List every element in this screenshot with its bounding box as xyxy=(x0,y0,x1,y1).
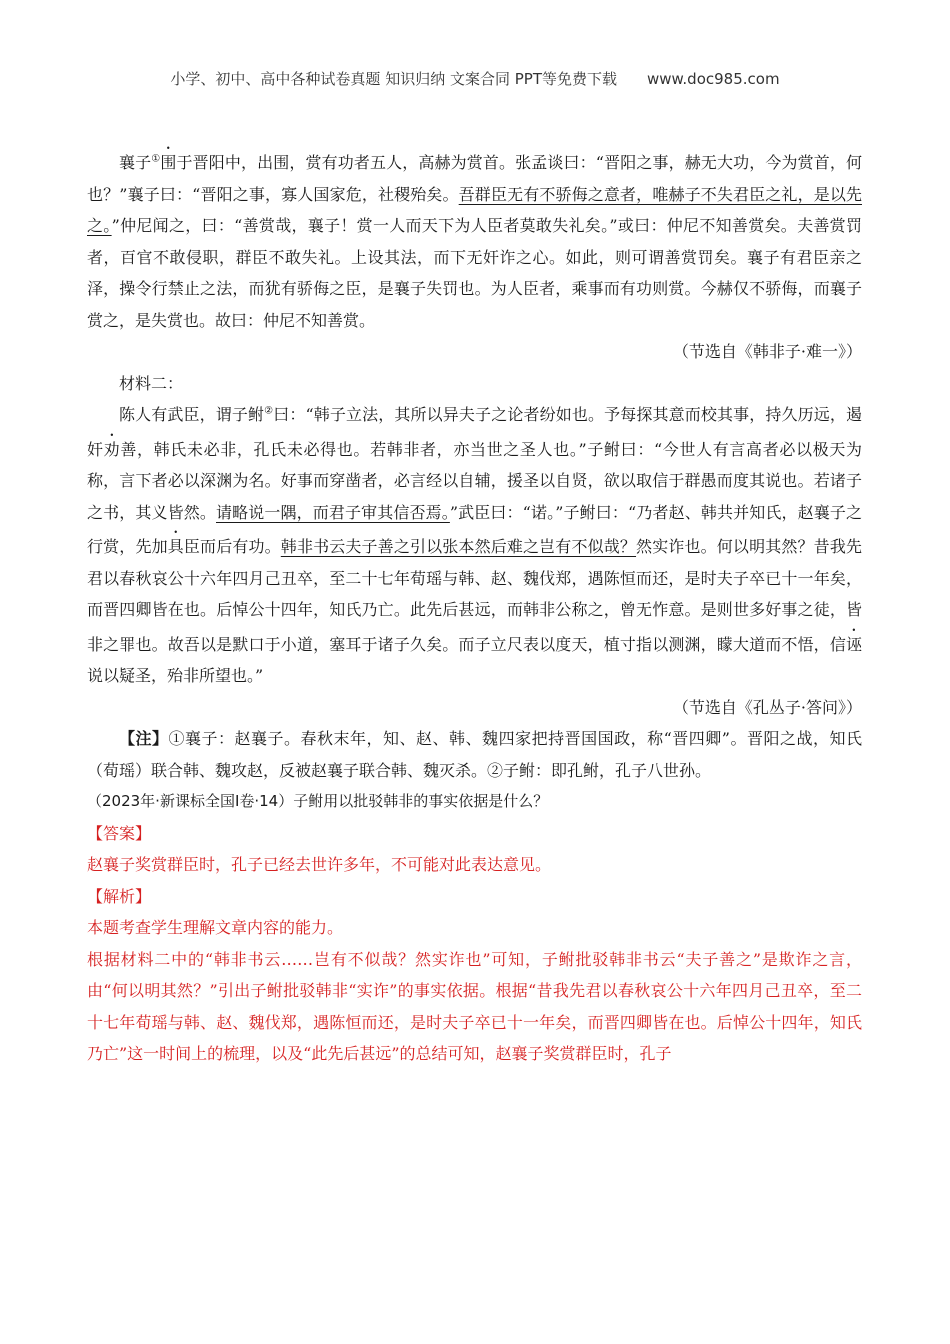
underlined-sentence: 请略说一隅，而君子审其信否焉。 xyxy=(216,502,450,522)
material-two-paragraph xyxy=(87,399,862,692)
analysis-text-1: 本题考查学生理解文章内容的能力。 xyxy=(87,918,344,937)
material-one-source: （节选自《韩非子·难一》） xyxy=(672,342,862,361)
question-text: （2023年·新课标全国Ⅰ卷·14）子鲋用以批驳韩非的事实依据是什么？ xyxy=(87,792,549,810)
text-run: 然实诈也。何以明其然？昔我先君以春秋哀公十六年四月己丑卒，至二十七年荀瑶与韩、赵、魏伐郑，遇陈恒而还，是时夫子卒已十一年矣，而晋四卿皆在也。后悼公十四年，知氏乃亡。此先后甚远，而韩非公称之，曾无怍意。是则世多好事之徒，皆非之罪也。故吾以是默口于小道，塞耳于诸子久矣。而子立尺表以度天，植寸指以测渊，矇大道而不悟，信 xyxy=(87,537,862,654)
text-run: ”武臣曰：“诺。”子鲋曰：“乃者赵、韩共并知氏，赵襄子之行赏，先加 xyxy=(87,502,862,556)
answer-label: 【答案】 xyxy=(87,823,152,843)
emphasized-char: 围 xyxy=(160,153,177,172)
answer-text: 赵襄子奖赏群臣时，孔子已经去世许多年，不可能对此表达意见。 xyxy=(87,855,552,874)
text-run: 于晋阳中，出围，赏有功者五人，高赫为赏首。张孟谈曰：“晋阳之事，赫无大功，今为赏首，何也？”襄子曰：“晋阳之事，寡人国家危，社稷殆矣。 xyxy=(87,153,862,204)
material-one-paragraph xyxy=(87,144,862,336)
underlined-sentence: 吾群臣无有不骄侮之意者，唯赫子不失君臣之礼，是以先之。 xyxy=(87,184,862,235)
note-paragraph xyxy=(87,723,862,786)
page-header: 小学、初中、高中各种试卷真题 知识归纳 文案合同 PPT等免费下载 www.doc985.com xyxy=(170,70,780,88)
emphasized-char: 劝 xyxy=(103,439,121,459)
emphasized-char: 具 xyxy=(167,537,184,556)
document-body xyxy=(87,144,862,1070)
text-run: 曰：“韩子立法，其所以异夫子之论者纷如也。予每探其意而校其事，持久历远，遏奸 xyxy=(87,405,862,459)
analysis-text-2: 根据材料二中的“韩非书云……岂有不似哉？然实诈也”可知，子鲋批驳韩非书云“夫子善之”是欺诈之言，由“何以明其然？”引出子鲋批驳韩非“实诈”的事实依据。根据“昔我先君以春秋哀公十六年四月己丑卒，至二十七年荀瑶与韩、赵、魏伐郑，遇陈恒而还，是时夫子卒已十一年矣，而晋四卿皆在也。后悼公十四年，知氏乃亡”这一时间上的梳理，以及“此先后甚远”的总结可知，赵襄子奖赏群臣时，孔子 xyxy=(87,949,862,1063)
note-label: 【注】 xyxy=(119,729,169,748)
text-run: 说以疑圣，殆非所望也。” xyxy=(87,666,264,685)
analysis-label: 【解析】 xyxy=(87,886,152,906)
underlined-sentence: 韩非书云夫子善之引以张本然后难之岂有不似哉？ xyxy=(280,537,637,556)
text-run: 臣而后有功。 xyxy=(183,537,281,556)
text-run: 襄子 xyxy=(119,153,152,172)
footnote-marker: ① xyxy=(151,153,161,165)
text-run: 陈人有武臣，谓子鲋 xyxy=(119,405,265,424)
note-text: ①襄子：赵襄子。春秋末年，知、赵、韩、魏四家把持晋国国政，称“晋四卿”。晋阳之战，知氏（荀瑶）联合韩、魏攻赵，反被赵襄子联合韩、魏灭杀。②子鲋：即孔鲋，孔子八世孙。 xyxy=(87,729,862,780)
emphasized-char: 诬 xyxy=(845,634,862,654)
material-two-source: （节选自《孔丛子·答问》） xyxy=(672,697,862,717)
text-run: 善，韩氏未必非，孔氏未必得也。若韩非者，亦当世之圣人也。”子鲋曰：“今世人有言高者必以极天为称，言下者必以深渊为名。好事而穿凿者，必言经以自辅，援圣以自贤，欲以取信于群愚而度其说也。若诸子之书，其义皆然。 xyxy=(87,439,862,522)
text-run: ”仲尼闻之，曰：“善赏哉，襄子！赏一人而天下为人臣者莫敢失礼矣。”或曰：仲尼不知善赏矣。夫善赏罚者，百官不敢侵职，群臣不敢失礼。上设其法，而下无奸诈之心。如此，则可谓善赏罚矣。襄子有君臣亲之泽，操令行禁止之法，而犹有骄侮之臣，是襄子失罚也。为人臣者，乘事而有功则赏。今赫仅不骄侮，而襄子赏之，是失赏也。故曰：仲尼不知善赏。 xyxy=(87,216,862,330)
footnote-marker: ② xyxy=(264,405,274,417)
material-two-title: 材料二： xyxy=(119,373,184,393)
